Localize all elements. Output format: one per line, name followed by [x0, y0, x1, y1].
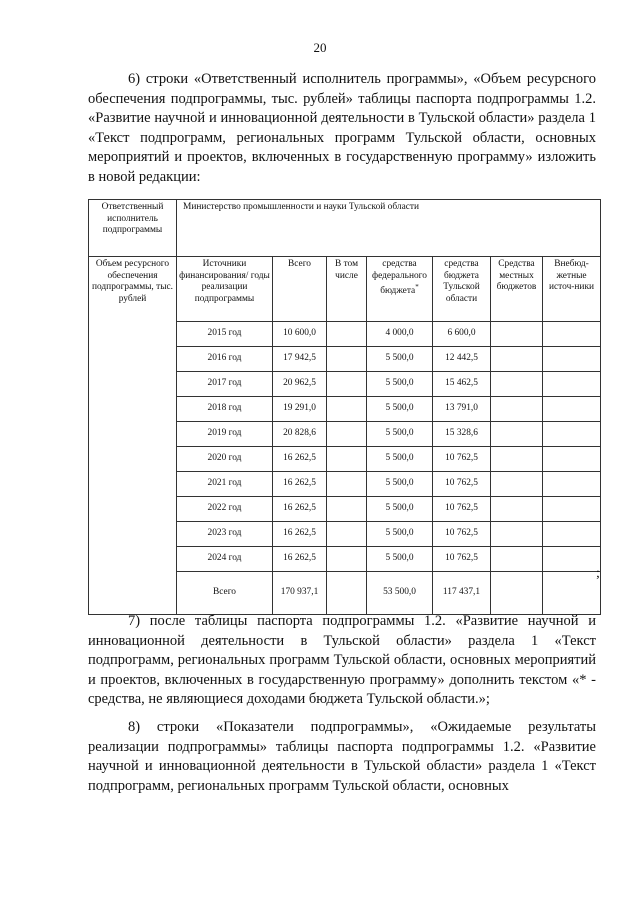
cell-empty	[491, 422, 543, 447]
header-local: Средства местных бюджетов	[491, 257, 543, 322]
cell-total: 20 962,5	[273, 372, 327, 397]
cell-empty	[491, 397, 543, 422]
header-federal-text: средства федерального бюджета	[372, 259, 427, 297]
cell-empty	[543, 572, 601, 615]
cell-federal: 5 500,0	[367, 522, 433, 547]
cell-tula: 13 791,0	[433, 397, 491, 422]
passport-table	[88, 199, 601, 615]
cell-federal: 5 500,0	[367, 372, 433, 397]
cell-year: 2019 год	[177, 422, 273, 447]
cell-tula: 10 762,5	[433, 497, 491, 522]
cell-tula: 10 762,5	[433, 522, 491, 547]
cell-federal: 5 500,0	[367, 397, 433, 422]
cell-empty	[491, 322, 543, 347]
paragraph-8: 8) строки «Показатели подпрограммы», «Ожидаемые результаты реализации подпрограммы» таблицы паспорта подпрограммы 1.2. «Развитие научной и инновационной деятельности в Тульской области» раздела 1 «Текст подпрограмм, региональных программ Тульской области, основных	[88, 719, 596, 794]
cell-empty	[543, 472, 601, 497]
cell-empty	[327, 397, 367, 422]
cell-empty	[543, 547, 601, 572]
cell-total: 16 262,5	[273, 447, 327, 472]
cell-empty	[543, 422, 601, 447]
cell-empty	[491, 522, 543, 547]
cell-empty	[543, 447, 601, 472]
table-trailing-mark: ;	[596, 566, 600, 581]
cell-empty	[491, 347, 543, 372]
cell-empty	[327, 522, 367, 547]
cell-empty	[327, 497, 367, 522]
cell-total: 16 262,5	[273, 547, 327, 572]
cell-empty	[491, 447, 543, 472]
cell-empty	[327, 347, 367, 372]
cell-empty	[491, 497, 543, 522]
cell-empty	[491, 572, 543, 615]
total-cell-federal: 53 500,0	[367, 572, 433, 615]
cell-federal: 5 500,0	[367, 497, 433, 522]
cell-empty	[491, 547, 543, 572]
cell-year: 2024 год	[177, 547, 273, 572]
cell-year: 2022 год	[177, 497, 273, 522]
cell-empty	[327, 447, 367, 472]
cell-total: 17 942,5	[273, 347, 327, 372]
cell-federal: 5 500,0	[367, 447, 433, 472]
cell-federal: 4 000,0	[367, 322, 433, 347]
paragraph-6: 6) строки «Ответственный исполнитель программы», «Объем ресурсного обеспечения подпрограммы, тыс. рублей» таблицы паспорта подпрограммы 1.2. «Развитие научной и инновационной деятельности в Тульской области» раздела 1 «Текст подпрограмм, региональных программ Тульской области, основных мероприятий и проектов, включенных в государственную программу» изложить в новой редакции:	[88, 71, 596, 185]
passport-table-wrapper	[88, 199, 600, 615]
executive-row	[89, 200, 601, 257]
header-total: Всего	[273, 257, 327, 322]
total-cell-total: 170 937,1	[273, 572, 327, 615]
cell-empty	[327, 322, 367, 347]
cell-total: 10 600,0	[273, 322, 327, 347]
header-source-years: Источники финансирования/ годы реализации подпрограммы	[177, 257, 273, 322]
cell-empty	[543, 397, 601, 422]
cell-empty	[327, 422, 367, 447]
executive-value: Министерство промышленности и науки Тульской области	[177, 200, 601, 257]
cell-total: 16 262,5	[273, 497, 327, 522]
header-tula: средства бюджета Тульской области	[433, 257, 491, 322]
cell-year: 2021 год	[177, 472, 273, 497]
cell-federal: 5 500,0	[367, 547, 433, 572]
executive-label: Ответственный исполнитель подпрограммы	[89, 200, 177, 257]
cell-empty	[327, 572, 367, 615]
cell-year: 2020 год	[177, 447, 273, 472]
cell-empty	[491, 472, 543, 497]
cell-tula: 12 442,5	[433, 347, 491, 372]
header-federal	[367, 257, 433, 322]
cell-tula: 15 328,6	[433, 422, 491, 447]
cell-empty	[543, 372, 601, 397]
page-number: 20	[313, 40, 327, 55]
cell-total: 19 291,0	[273, 397, 327, 422]
cell-year: 2018 год	[177, 397, 273, 422]
cell-empty	[491, 372, 543, 397]
cell-federal: 5 500,0	[367, 347, 433, 372]
cell-federal: 5 500,0	[367, 422, 433, 447]
total-cell-label: Всего	[177, 572, 273, 615]
cell-tula: 15 462,5	[433, 372, 491, 397]
cell-empty	[327, 547, 367, 572]
cell-tula: 10 762,5	[433, 472, 491, 497]
header-extra: Внебюд-жетные источ-ники	[543, 257, 601, 322]
header-including: В том числе	[327, 257, 367, 322]
cell-year: 2015 год	[177, 322, 273, 347]
cell-total: 16 262,5	[273, 522, 327, 547]
cell-empty	[543, 347, 601, 372]
resource-label: Объем ресурсного обеспечения подпрограммы, тыс. рублей	[89, 257, 177, 615]
cell-tula: 6 600,0	[433, 322, 491, 347]
cell-empty	[327, 372, 367, 397]
cell-empty	[543, 522, 601, 547]
cell-tula: 10 762,5	[433, 447, 491, 472]
paragraph-7: 7) после таблицы паспорта подпрограммы 1.2. «Развитие научной и инновационной деятельности в Тульской области» раздела 1 «Текст подпрограмм, региональных программ Тульской области, основных мероприятий и проектов, включенных в государственную программу» дополнить текстом «* - средства, не являющиеся доходами бюджета Тульской области.»;	[88, 613, 596, 707]
cell-year: 2017 год	[177, 372, 273, 397]
cell-total: 20 828,6	[273, 422, 327, 447]
cell-year: 2023 год	[177, 522, 273, 547]
header-federal-mark: *	[415, 283, 419, 291]
column-header-row	[89, 257, 601, 322]
cell-total: 16 262,5	[273, 472, 327, 497]
cell-federal: 5 500,0	[367, 472, 433, 497]
cell-tula: 10 762,5	[433, 547, 491, 572]
cell-empty	[543, 497, 601, 522]
cell-empty	[543, 322, 601, 347]
cell-year: 2016 год	[177, 347, 273, 372]
cell-empty	[327, 472, 367, 497]
total-cell-tula: 117 437,1	[433, 572, 491, 615]
